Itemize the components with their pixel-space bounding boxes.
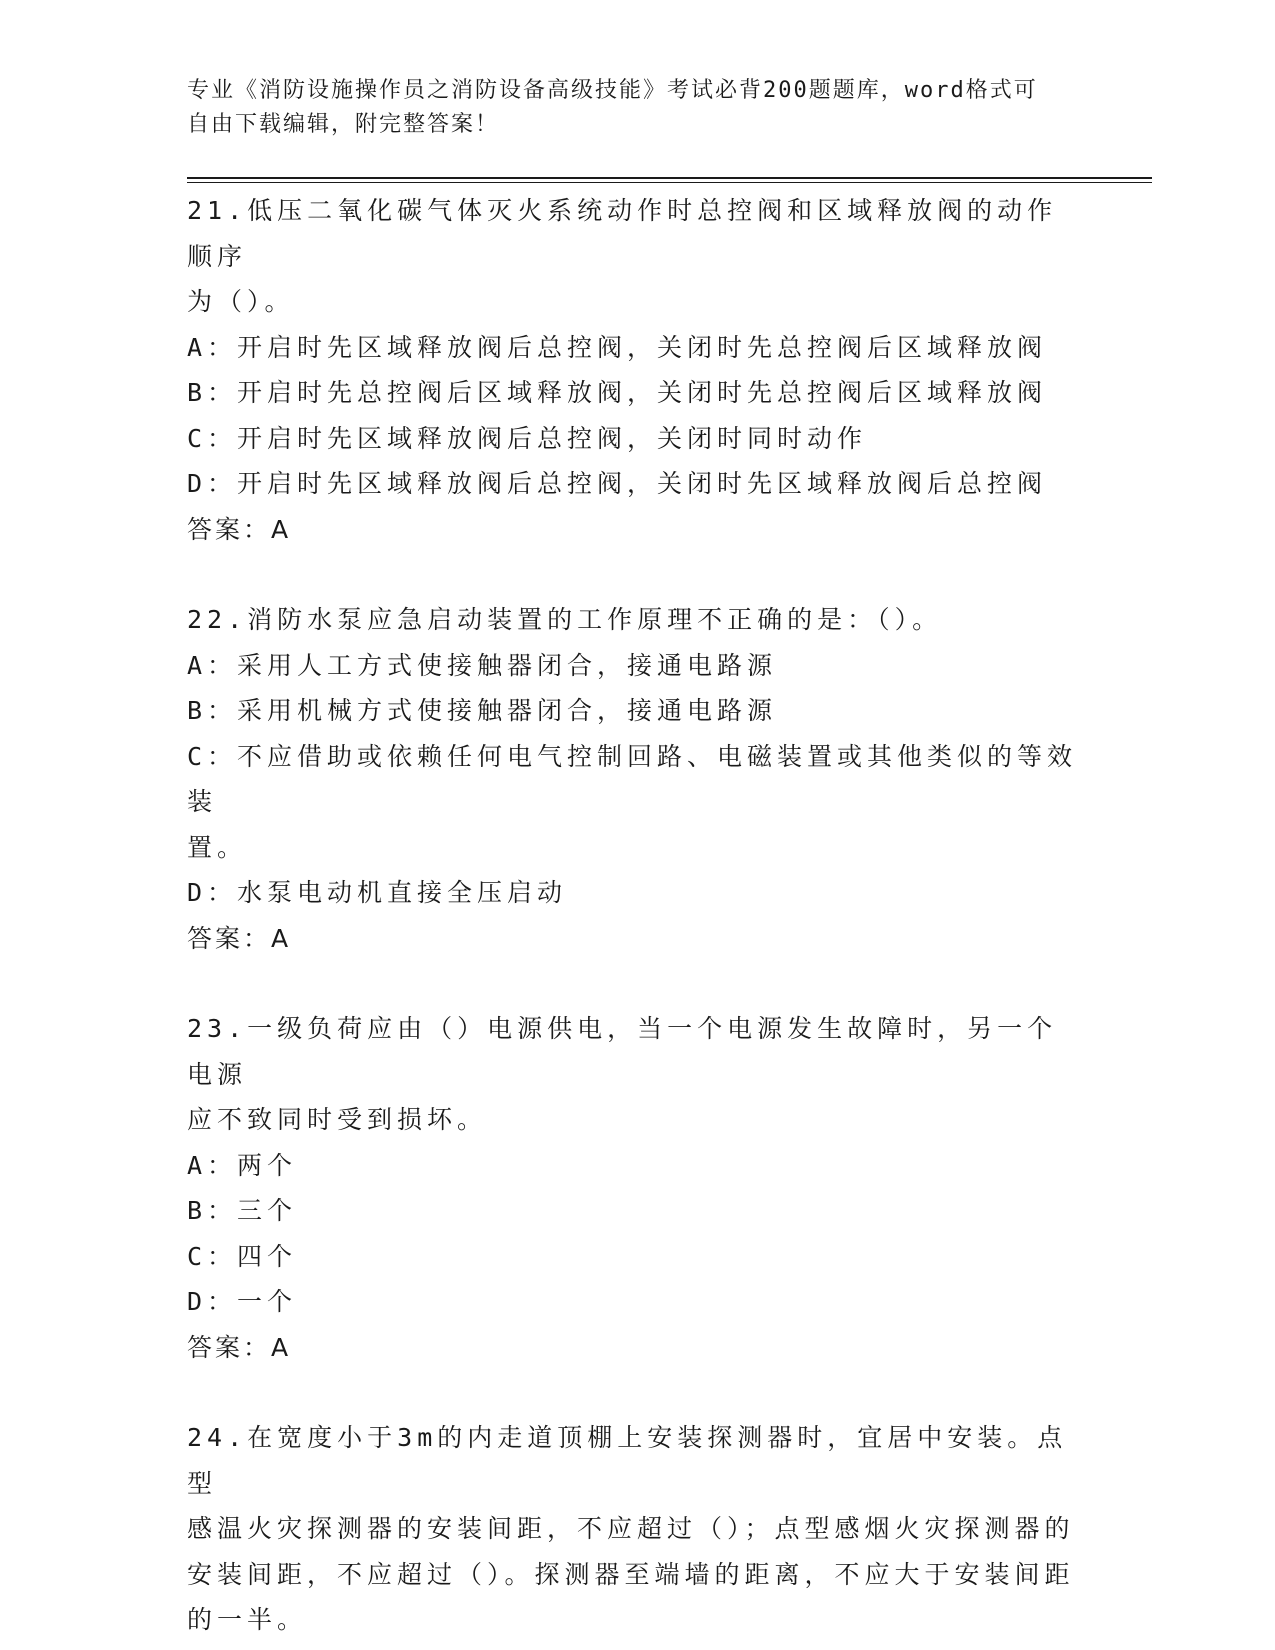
question-stem-line: 22.消防水泵应急启动装置的工作原理不正确的是：（）。 xyxy=(187,605,943,634)
question-stem-line: 感温火灾探测器的安装间距，不应超过（）；点型感烟火灾探测器的 xyxy=(187,1514,1075,1543)
question-stem-line: 24.在宽度小于3m的内走道顶棚上安装探测器时，宜居中安装。点型 xyxy=(187,1423,1068,1498)
answer: 答案：A xyxy=(187,514,292,544)
option-c: C：开启时先区域释放阀后总控阀，关闭时同时动作 xyxy=(187,423,868,453)
question-stem-line: 安装间距，不应超过（）。探测器至端墙的距离，不应大于安装间距 xyxy=(187,1559,1075,1589)
option-d: D：开启时先区域释放阀后总控阀，关闭时先区域释放阀后总控阀 xyxy=(187,469,1048,498)
header-line-2: 自由下载编辑，附完整答案！ xyxy=(187,112,500,137)
question-stem-line: 23.一级负荷应由（）电源供电，当一个电源发生故障时，另一个电源 xyxy=(187,1014,1058,1089)
question-stem-line: 应不致同时受到损坏。 xyxy=(187,1105,488,1134)
answer: 答案：A xyxy=(187,1332,292,1362)
question-stem-line: 的一半。 xyxy=(187,1605,308,1634)
option-a: A：两个 xyxy=(187,1150,298,1180)
question-21 xyxy=(187,188,1087,552)
option-c: C：四个 xyxy=(187,1241,298,1271)
question-stem-line: 为（）。 xyxy=(187,287,295,316)
question-23 xyxy=(187,1006,1087,1370)
option-d: D：水泵电动机直接全压启动 xyxy=(187,878,568,907)
option-a: A：开启时先区域释放阀后总控阀，关闭时先总控阀后区域释放阀 xyxy=(187,332,1048,362)
answer: 答案：A xyxy=(187,923,292,953)
option-b: B：采用机械方式使接触器闭合，接通电路源 xyxy=(187,696,778,725)
option-c-continued: 置。 xyxy=(187,832,248,862)
question-list xyxy=(187,188,1087,1643)
header-line-1: 专业《消防设施操作员之消防设备高级技能》考试必背200题题库，word格式可 xyxy=(187,78,1038,103)
question-24 xyxy=(187,1415,1087,1643)
option-c: C：不应借助或依赖任何电气控制回路、电磁装置或其他类似的等效装 xyxy=(187,741,1078,816)
question-stem-line: 21.低压二氧化碳气体灭火系统动作时总控阀和区域释放阀的动作顺序 xyxy=(187,196,1058,271)
option-d: D：一个 xyxy=(187,1287,298,1316)
option-b: B：开启时先总控阀后区域释放阀，关闭时先总控阀后区域释放阀 xyxy=(187,378,1048,407)
question-22 xyxy=(187,597,1087,961)
header-divider-thick xyxy=(187,177,1152,179)
option-a: A：采用人工方式使接触器闭合，接通电路源 xyxy=(187,650,778,680)
option-b: B：三个 xyxy=(187,1196,298,1225)
document-header xyxy=(187,74,1067,142)
header-divider-thin xyxy=(187,182,1152,183)
